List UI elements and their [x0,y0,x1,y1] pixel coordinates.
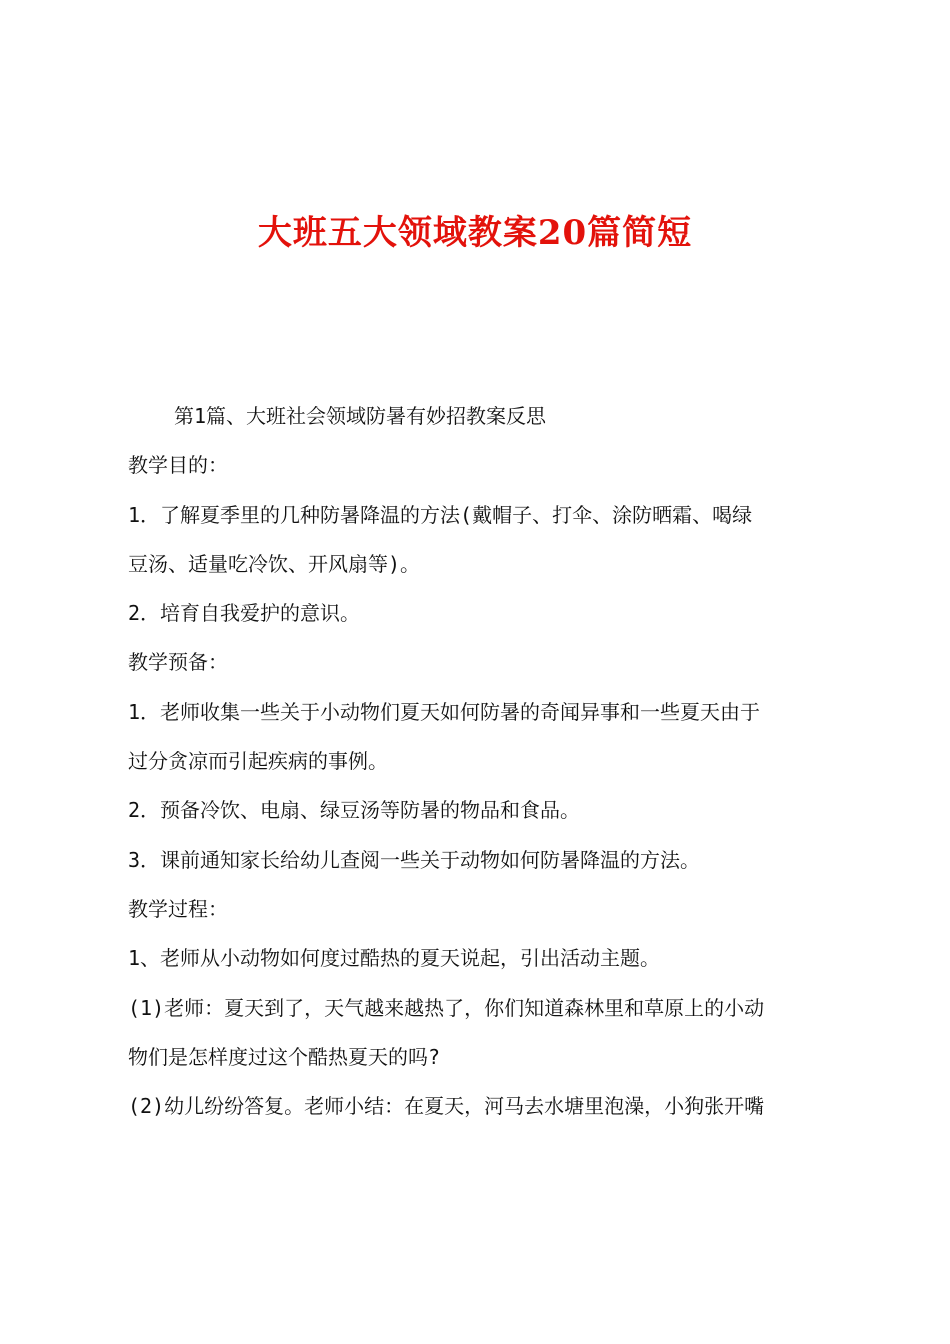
paragraph-line: 教学目的： [128,453,228,478]
paragraph-line: (2)幼儿纷纷答复。老师小结：在夏天，河马去水塘里泡澡，小狗张开嘴 [128,1094,765,1119]
paragraph-line: 过分贪凉而引起疾病的事例。 [128,749,388,774]
paragraph-line: 1．了解夏季里的几种防暑降温的方法(戴帽子、打伞、涂防晒霜、喝绿 [128,502,753,527]
paragraph-line: 3．课前通知家长给幼儿查阅一些关于动物如何防暑降温的方法。 [128,847,701,872]
paragraph-line: 物们是怎样度过这个酷热夏天的吗? [128,1044,441,1069]
section-heading: 第1篇、大班社会领域防暑有妙招教案反思 [174,404,547,428]
paragraph-line: 豆汤、适量吃冷饮、开风扇等)。 [128,551,421,576]
paragraph-line: (1)老师：夏天到了，天气越来越热了，你们知道森林里和草原上的小动 [128,995,765,1020]
paragraph-line: 教学预备： [128,650,228,675]
paragraph-line: 1．老师收集一些关于小动物们夏天如何防暑的奇闻异事和一些夏天由于 [128,699,761,724]
document-body [128,392,833,1131]
paragraph-line: 1、老师从小动物如何度过酷热的夏天说起，引出活动主题。 [128,946,661,971]
paragraph-line: 教学过程： [128,896,228,921]
document-title: 大班五大领域教案20篇简短 [257,213,693,253]
paragraph-line: 2．预备冷饮、电扇、绿豆汤等防暑的物品和食品。 [128,798,581,823]
paragraph-line: 2．培育自我爱护的意识。 [128,601,361,626]
